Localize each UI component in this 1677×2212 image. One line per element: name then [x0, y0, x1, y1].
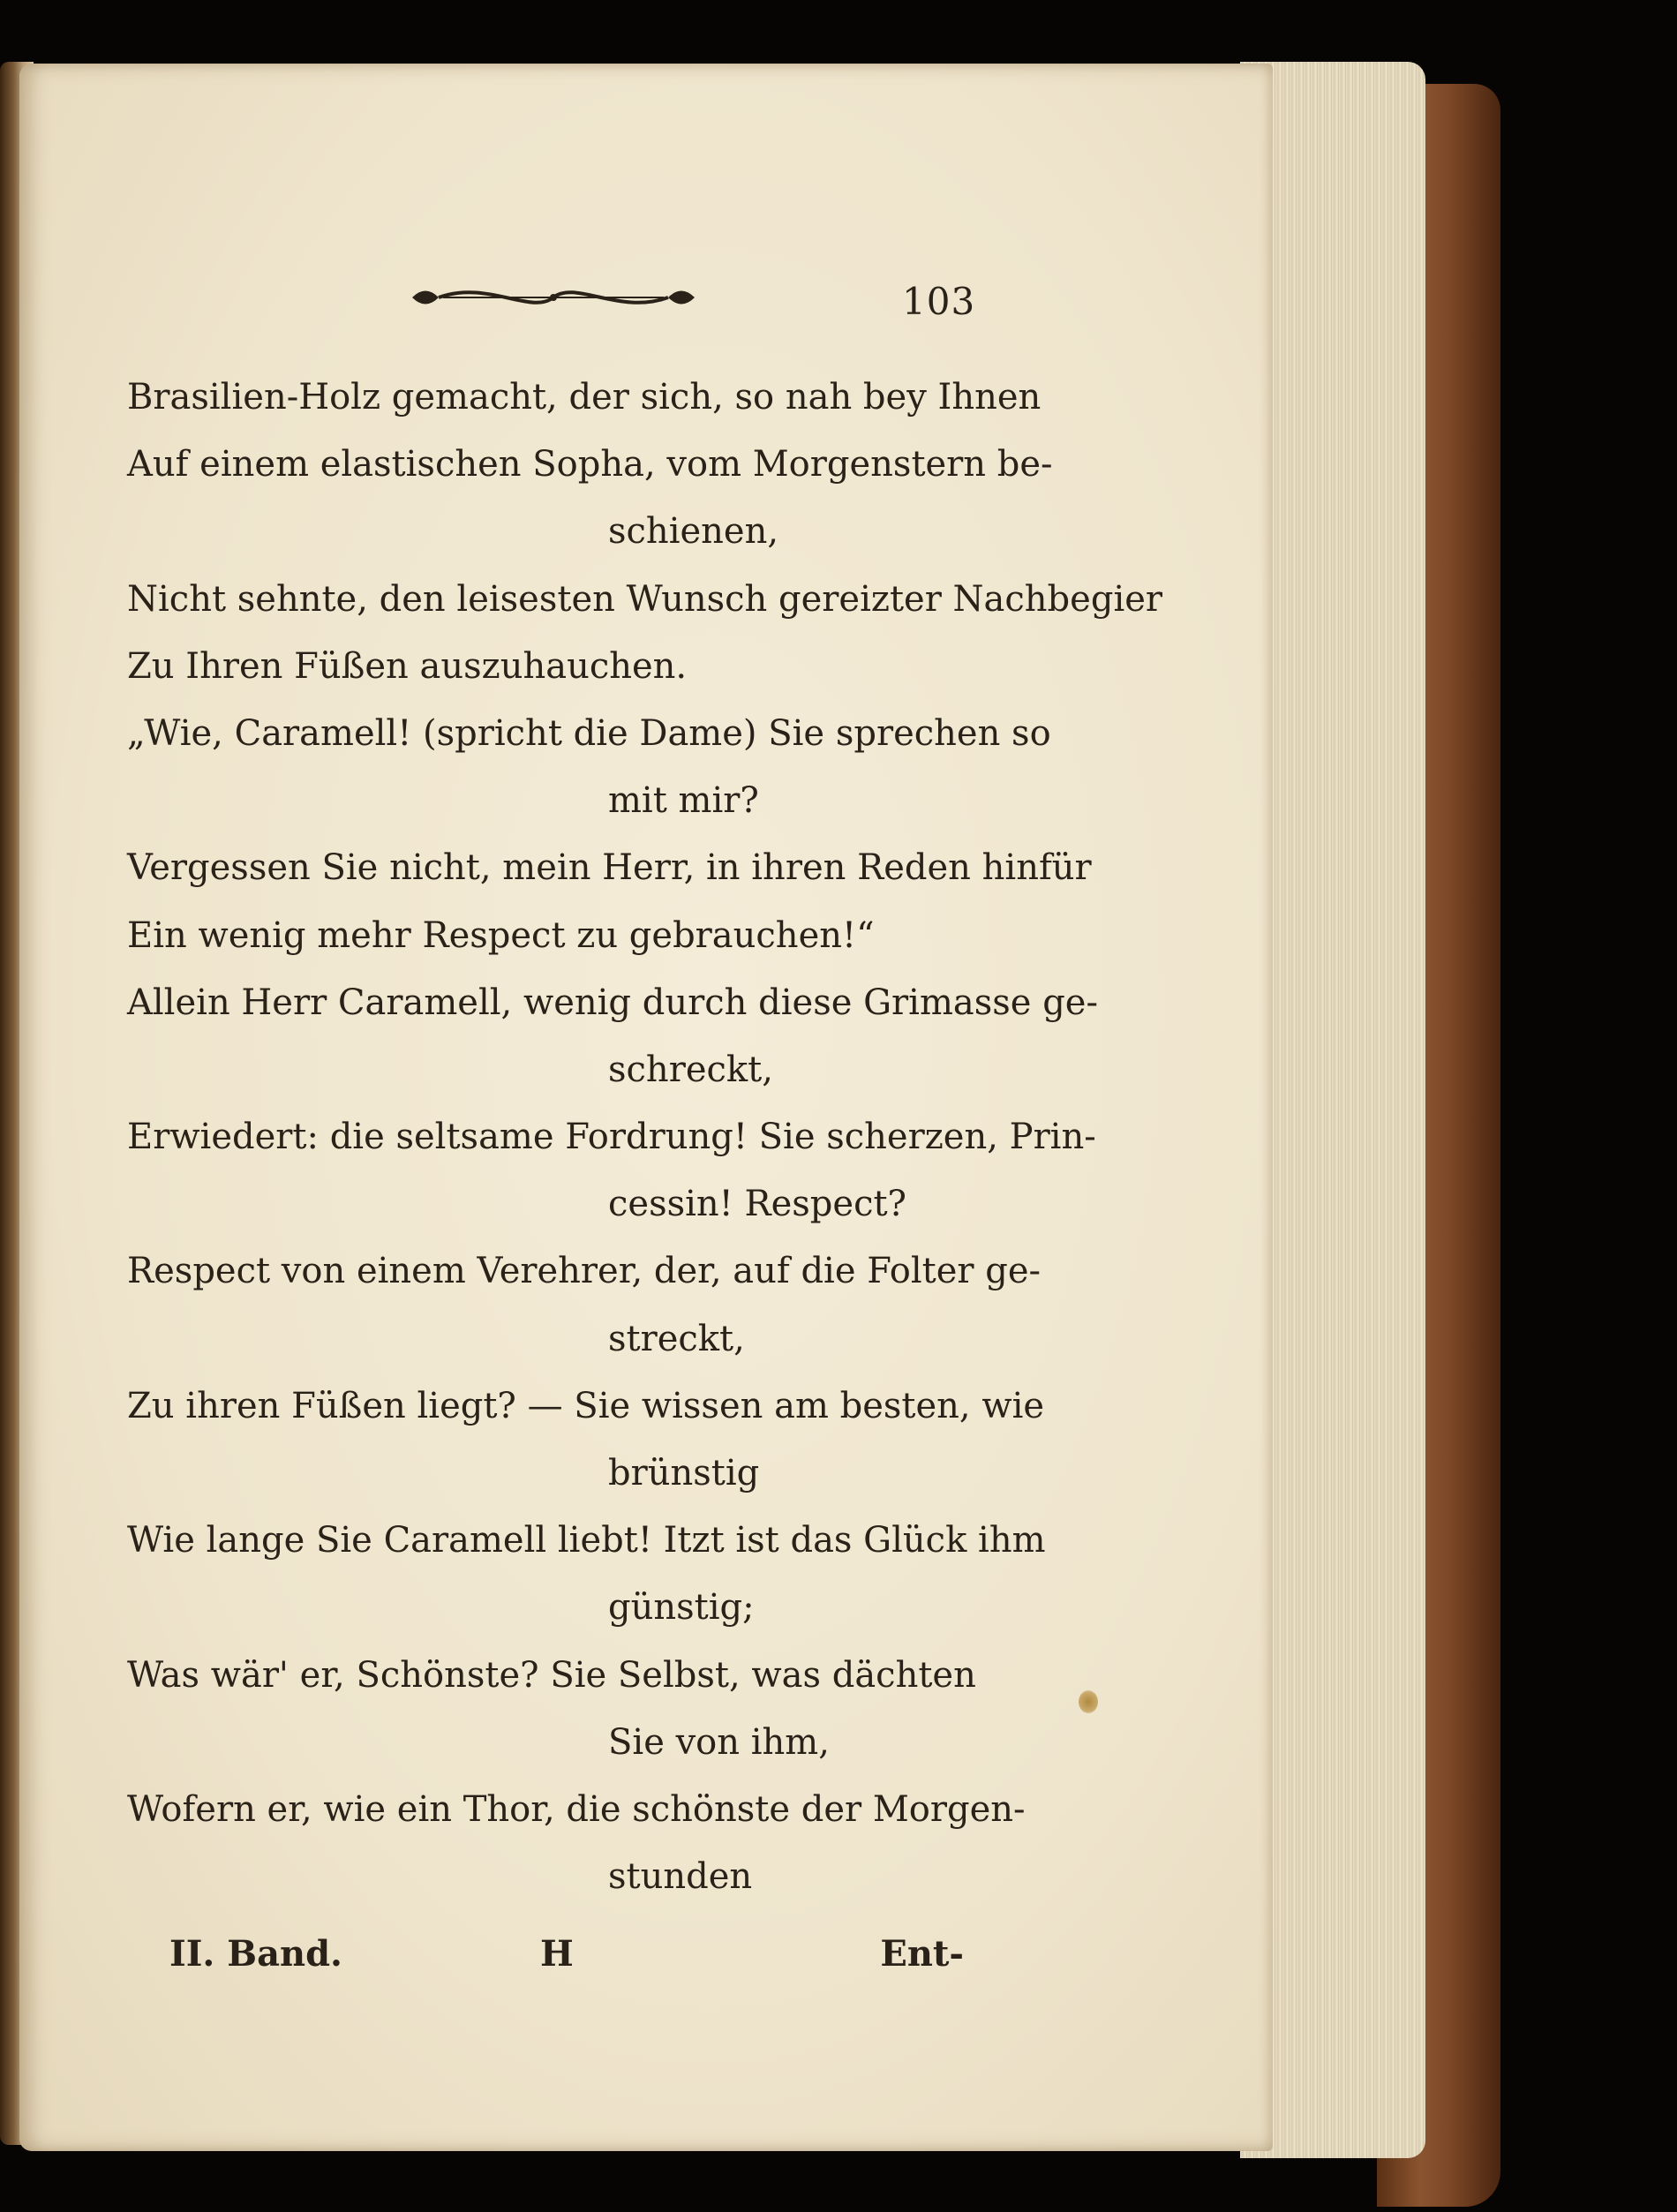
- page-number: 103: [902, 280, 976, 323]
- text-line: Ein wenig mehr Respect zu gebrauchen!“: [127, 914, 875, 956]
- signature-mark: II. Band.: [169, 1933, 342, 1975]
- text-line: Was wär' er, Schönste? Sie Selbst, was dächten: [127, 1654, 976, 1696]
- foxing-stain: [1079, 1690, 1098, 1713]
- text-line: Erwiedert: die seltsame Fordrung! Sie scherzen, Prin-: [127, 1117, 1096, 1158]
- catchword: Ent-: [880, 1933, 964, 1975]
- text-line: günstig;: [608, 1587, 755, 1629]
- gathering-mark: H: [540, 1933, 574, 1975]
- text-line: Zu Ihren Füßen auszuhauchen.: [127, 645, 688, 687]
- text-line: „Wie, Caramell! (spricht die Dame) Sie sprechen so: [127, 712, 1051, 754]
- page-footer: [169, 1933, 964, 1986]
- decorative-ornament: [408, 275, 699, 320]
- text-line: Brasilien-Holz gemacht, der sich, so nah bey Ihnen: [127, 377, 1042, 418]
- text-line: mit mir?: [608, 780, 759, 822]
- poem-text: [127, 364, 1163, 1910]
- text-line: Vergessen Sie nicht, mein Herr, in ihren Reden hinfür: [127, 847, 1092, 889]
- text-line: stunden: [608, 1856, 753, 1898]
- text-line: Respect von einem Verehrer, der, auf die Folter ge-: [127, 1251, 1042, 1292]
- text-line: Wie lange Sie Caramell liebt! Itzt ist das Glück ihm: [127, 1520, 1046, 1561]
- text-line: Auf einem elastischen Sopha, vom Morgenstern be-: [127, 444, 1053, 485]
- text-line: schreckt,: [608, 1049, 773, 1090]
- book-page: [19, 64, 1273, 2151]
- text-line: Sie von ihm,: [608, 1721, 830, 1763]
- text-line: Zu ihren Füßen liegt? — Sie wissen am besten, wie: [127, 1385, 1045, 1426]
- text-line: schienen,: [608, 511, 779, 553]
- text-line: Nicht sehnte, den leisesten Wunsch gereizter Nachbegier: [127, 578, 1163, 620]
- text-line: streckt,: [608, 1318, 745, 1359]
- text-line: cessin! Respect?: [608, 1184, 906, 1225]
- text-line: brünstig: [608, 1453, 760, 1493]
- text-line: Allein Herr Caramell, wenig durch diese Grimasse ge-: [127, 982, 1098, 1023]
- text-line: Wofern er, wie ein Thor, die schönste der Morgen-: [127, 1788, 1026, 1830]
